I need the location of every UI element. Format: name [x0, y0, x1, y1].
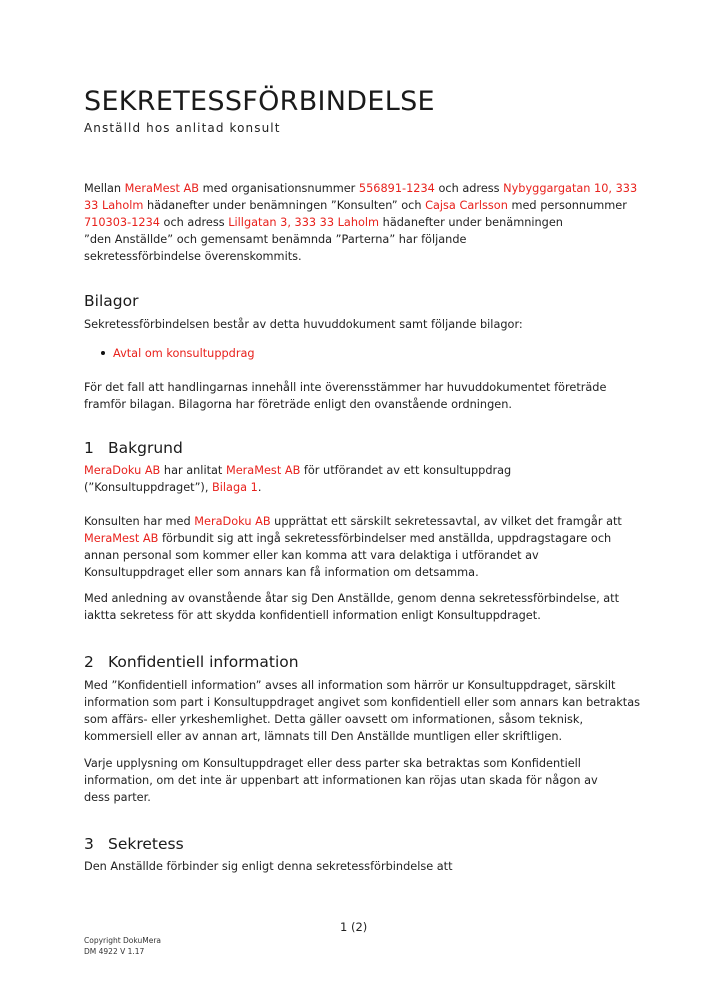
- section-1-heading: [84, 439, 183, 457]
- text-run: Med anledning av ovanstående åtar sig Den Anställde, genom denna sekretessförbindelse, att: [84, 592, 620, 605]
- intro-paragraph: [84, 180, 654, 265]
- bilagor-lead: Sekretessförbindelsen består av detta huvuddokument samt följande bilagor:: [84, 318, 523, 331]
- text-run: information som part i Konsultuppdraget angivet som konfidentiell eller som annars kan betraktas: [84, 696, 641, 709]
- bullet-icon: [101, 351, 105, 355]
- highlighted-field[interactable]: 710303-1234: [84, 216, 160, 229]
- bilagor-heading-text: Bilagor: [84, 292, 139, 310]
- highlighted-field[interactable]: MeraMest AB: [124, 182, 200, 195]
- text-run: och adress: [159, 216, 229, 229]
- highlighted-field[interactable]: MeraMest AB: [84, 532, 159, 545]
- text-line: [84, 479, 654, 496]
- text-run: upprättat ett särskilt sekretessavtal, av vilket det framgår att: [270, 515, 622, 528]
- bilagor-heading: [84, 292, 138, 310]
- bilagor-precedence-paragraph: [84, 379, 654, 413]
- text-run: med personnummer: [507, 199, 627, 212]
- text-run: som affärs- eller yrkeshemlighet. Detta gäller oavsett om informationen, såsom teknisk,: [84, 713, 584, 726]
- text-line: [84, 728, 654, 745]
- section-number: 3: [84, 835, 94, 853]
- highlighted-field[interactable]: MeraMest AB: [225, 464, 301, 477]
- text-line: För det fall att handlingarnas innehåll inte överensstämmer har huvuddokumentet företräde: [84, 381, 607, 394]
- text-line: [84, 214, 654, 231]
- text-line: [84, 248, 654, 265]
- footer-copyright: Copyright DokuMera: [84, 936, 162, 945]
- bilagor-list-item: [101, 345, 255, 362]
- text-run: Med ”Konfidentiell information” avses all information som härrör ur Konsultuppdraget, särskilt: [84, 679, 616, 692]
- footer-doc-id: DM 4922 V 1.17: [84, 946, 145, 956]
- highlighted-field[interactable]: Bilaga 1: [212, 481, 258, 494]
- highlighted-field[interactable]: Nybyggargatan 10, 333: [503, 182, 638, 195]
- section-number: 2: [84, 653, 94, 671]
- text-run: för utförandet av ett konsultuppdrag: [300, 464, 512, 477]
- section-number: 1: [84, 439, 94, 457]
- section-3-heading: [84, 835, 184, 853]
- text-run: Varje upplysning om Konsultuppdraget eller dess parter ska betraktas som Konfidentiell: [84, 757, 581, 770]
- text-line: [84, 590, 654, 607]
- text-line: [84, 197, 654, 214]
- text-run: förbundit sig att ingå sekretessförbindelser med anställda, uppdragstagare och: [158, 532, 612, 545]
- text-run: Konsultuppdraget eller som annars kan få information om detsamma.: [84, 566, 479, 579]
- text-run: hädanefter under benämningen ”Konsulten” och: [143, 199, 426, 212]
- highlighted-field[interactable]: 33 Laholm: [84, 199, 144, 212]
- document-subtitle: Anställd hos anlitad konsult: [84, 121, 281, 135]
- text-line: [84, 755, 654, 772]
- bilaga-link[interactable]: Avtal om konsultuppdrag: [113, 347, 255, 360]
- section-2-heading: [84, 653, 299, 671]
- text-line: [84, 547, 654, 564]
- text-run: Den Anställde förbinder sig enligt denna sekretessförbindelse att: [84, 860, 453, 873]
- text-line: [84, 231, 654, 248]
- text-line: framför bilagan. Bilagorna har företräde enligt den ovanstående ordningen.: [84, 398, 512, 411]
- text-run: hädanefter under benämningen: [379, 216, 563, 229]
- text-line: [84, 694, 654, 711]
- highlighted-field[interactable]: 556891-1234: [358, 182, 435, 195]
- text-run: dess parter.: [84, 791, 151, 804]
- document-title: SEKRETESSFÖRBINDELSE: [84, 86, 435, 117]
- page-number: 1 (2): [340, 920, 368, 934]
- text-run: ”den Anställde” och gemensamt benämnda ”Parterna” har följande: [84, 233, 467, 246]
- section-1-paragraph-1: [84, 462, 654, 496]
- text-run: (”Konsultuppdraget”),: [84, 481, 213, 494]
- text-run: information, om det inte är uppenbart att informationen kan röjas utan skada för någon av: [84, 774, 598, 787]
- page-footer: [84, 936, 161, 957]
- section-2-paragraph-1: [84, 677, 654, 745]
- section-3-paragraph-1: [84, 858, 654, 875]
- text-run: med organisationsnummer: [199, 182, 359, 195]
- section-title: Bakgrund: [108, 439, 183, 457]
- text-line: [84, 180, 654, 197]
- text-run: Konsulten har med: [84, 515, 195, 528]
- text-line: [84, 607, 654, 624]
- highlighted-field[interactable]: MeraDoku AB: [84, 464, 161, 477]
- text-run: Mellan: [84, 182, 125, 195]
- text-line: [84, 513, 654, 530]
- highlighted-field[interactable]: MeraDoku AB: [194, 515, 271, 528]
- text-run: iaktta sekretess för att skydda konfidentiell information enligt Konsultuppdraget.: [84, 609, 541, 622]
- highlighted-field[interactable]: Lillgatan 3, 333 33 Laholm: [228, 216, 380, 229]
- text-line: [84, 564, 654, 581]
- text-line: [84, 789, 654, 806]
- text-run: och adress: [434, 182, 504, 195]
- section-title: Sekretess: [108, 835, 184, 853]
- section-1-paragraph-3: [84, 590, 654, 624]
- text-line: [84, 772, 654, 789]
- text-run: annan personal som kommer eller kan komma att vara delaktiga i utförandet av: [84, 549, 539, 562]
- section-title: Konfidentiell information: [108, 653, 299, 671]
- highlighted-field[interactable]: Cajsa Carlsson: [425, 199, 508, 212]
- text-line: [84, 462, 654, 479]
- section-2-paragraph-2: [84, 755, 654, 806]
- text-line: [84, 858, 654, 875]
- text-run: kommersiell eller av annan art, lämnats till Den Anställde muntligen eller skriftligen.: [84, 730, 563, 743]
- text-run: .: [257, 481, 262, 494]
- text-line: [84, 530, 654, 547]
- text-run: har anlitat: [160, 464, 226, 477]
- text-run: sekretessförbindelse överenskommits.: [84, 250, 302, 263]
- text-line: [84, 677, 654, 694]
- text-line: [84, 711, 654, 728]
- section-1-paragraph-2: [84, 513, 654, 581]
